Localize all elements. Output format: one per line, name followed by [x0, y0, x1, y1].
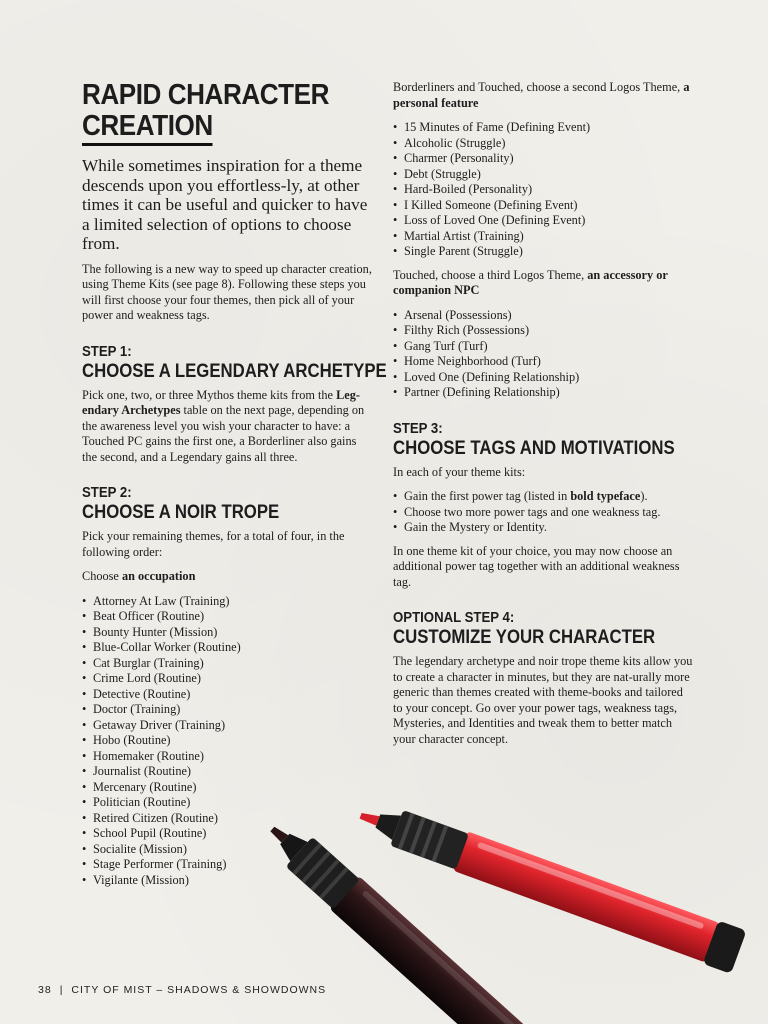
list-item: • Debt (Struggle) — [393, 167, 693, 183]
title-line-1: RAPID CHARACTER — [82, 79, 330, 111]
touched-text-bold: an accessory or companion NPC — [393, 267, 668, 297]
list-item: • Partner (Defining Relationship) — [393, 385, 693, 401]
page-title — [82, 80, 343, 146]
step3-item1-b: ). — [640, 489, 648, 503]
list-item: • Crime Lord (Routine) — [82, 671, 372, 687]
step2-text: Pick your remaining themes, for a total of four, in the following order: — [82, 529, 345, 559]
list-item: • Loved One (Defining Relationship) — [393, 370, 693, 386]
step1-text-b: table on the next page, depending on the awareness level you wish your character to have: a Touched PC gains the first one, a Borderliner also gains the second, and a Legendary gains all three. — [82, 403, 365, 464]
step1-number: STEP 1: — [82, 342, 132, 360]
touched-text-a: Touched, choose a third Logos Theme, — [393, 267, 588, 282]
list-item: • Blue-Collar Worker (Routine) — [82, 640, 372, 656]
step4-number: OPTIONAL STEP 4: — [393, 609, 515, 626]
list-item: • 15 Minutes of Fame (Defining Event) — [393, 120, 693, 136]
list-item: • Beat Officer (Routine) — [82, 609, 372, 625]
list-item: • Mercenary (Routine) — [82, 780, 372, 796]
list-item: • Socialite (Mission) — [82, 842, 372, 858]
borderliner-text-a: Borderliners and Touched, choose a second Logos Theme, — [393, 80, 684, 94]
footer-separator: | — [59, 984, 64, 996]
list-item: • Alcoholic (Struggle) — [393, 136, 693, 152]
intro-paragraph: The following is a new way to speed up character creation, using Theme Kits (see page 8). Following these steps you will first choose your four themes, then pick all of your power and weakness tags. — [82, 261, 372, 323]
borderliner-text-bold: a personal feature — [393, 80, 690, 110]
borderliner-text — [393, 80, 693, 111]
right-column — [393, 80, 693, 756]
step4-text: The legendary archetype and noir trope theme kits allow you to create a character in minutes, but they are nat-urally more generic than themes created with theme-books and tailored to your concept. Go over your power tags, weakness tags, Mysteries, and Identities and tweak them to better match your character concept. — [393, 654, 693, 746]
list-item: • Charmer (Personality) — [393, 151, 693, 167]
list-item: • School Pupil (Routine) — [82, 826, 372, 842]
occupation-list — [82, 594, 372, 889]
list-item: • Getaway Driver (Training) — [82, 718, 372, 734]
list-item: • Cat Burglar (Training) — [82, 656, 372, 672]
step3-number: STEP 3: — [393, 419, 443, 437]
step2-choose — [82, 569, 372, 585]
step3-text2: In one theme kit of your choice, you may now choose an additional power tag together with an additional weakness tag. — [393, 543, 680, 589]
list-item: • Gain the Mystery or Identity. — [393, 520, 693, 536]
touched-text — [393, 268, 693, 299]
step3-text: In each of your theme kits: — [393, 464, 526, 479]
list-item: • Doctor (Training) — [82, 702, 372, 718]
step2-number: STEP 2: — [82, 484, 132, 502]
list-item — [393, 489, 693, 505]
list-item: • Vigilante (Mission) — [82, 873, 372, 889]
step1-title: CHOOSE A LEGENDARY ARCHETYPE — [82, 359, 387, 382]
list-item: • Attorney At Law (Training) — [82, 594, 372, 610]
list-item: • Arsenal (Possessions) — [393, 308, 693, 324]
lead-paragraph: While sometimes inspiration for a theme descends upon you effortless-ly, at other times it can be useful and quicker to have a limited selection of options to choose from. — [82, 156, 368, 254]
left-column — [82, 79, 387, 896]
step1-text-bold: Leg-endary Archetypes — [82, 387, 360, 418]
step4-title: CUSTOMIZE YOUR CHARACTER — [393, 626, 656, 648]
step3-title: CHOOSE TAGS AND MOTIVATIONS — [393, 436, 675, 459]
step1-text-a: Pick one, two, or three Mythos theme kits from the — [82, 387, 337, 402]
list-item: • Hobo (Routine) — [82, 733, 372, 749]
list-item: • Detective (Routine) — [82, 687, 372, 703]
list-item: • I Killed Someone (Defining Event) — [393, 198, 693, 214]
list-item: • Bounty Hunter (Mission) — [82, 625, 372, 641]
list-item: • Hard-Boiled (Personality) — [393, 182, 693, 198]
list-item: • Martial Artist (Training) — [393, 229, 693, 245]
step3-item1-a: Gain the first power tag (listed in — [404, 489, 571, 503]
step2-choose-bold: an occupation — [121, 569, 196, 584]
step2-title: CHOOSE A NOIR TROPE — [82, 501, 280, 524]
list-item: • Filthy Rich (Possessions) — [393, 323, 693, 339]
step3-list — [393, 489, 693, 536]
list-item: • Politician (Routine) — [82, 795, 372, 811]
list-item: • Retired Citizen (Routine) — [82, 811, 372, 827]
list-item: • Journalist (Routine) — [82, 764, 372, 780]
feature-list — [393, 120, 693, 260]
page-footer — [38, 984, 326, 996]
list-item: • Homemaker (Routine) — [82, 749, 372, 765]
list-item: • Home Neighborhood (Turf) — [393, 354, 693, 370]
step2-choose-a: Choose — [82, 569, 122, 584]
list-item: • Choose two more power tags and one weakness tag. — [393, 505, 693, 521]
title-line-2: CREATION — [82, 111, 213, 146]
list-item: • Stage Performer (Training) — [82, 857, 372, 873]
page-number: 38 — [38, 984, 52, 996]
step3-item1-bold: bold typeface — [570, 489, 641, 503]
list-item: • Gang Turf (Turf) — [393, 339, 693, 355]
book-title: CITY OF MIST – SHADOWS & SHOWDOWNS — [71, 984, 327, 996]
accessory-list — [393, 308, 693, 401]
list-item: • Loss of Loved One (Defining Event) — [393, 213, 693, 229]
list-item: • Single Parent (Struggle) — [393, 244, 693, 260]
step1-text — [82, 388, 372, 466]
